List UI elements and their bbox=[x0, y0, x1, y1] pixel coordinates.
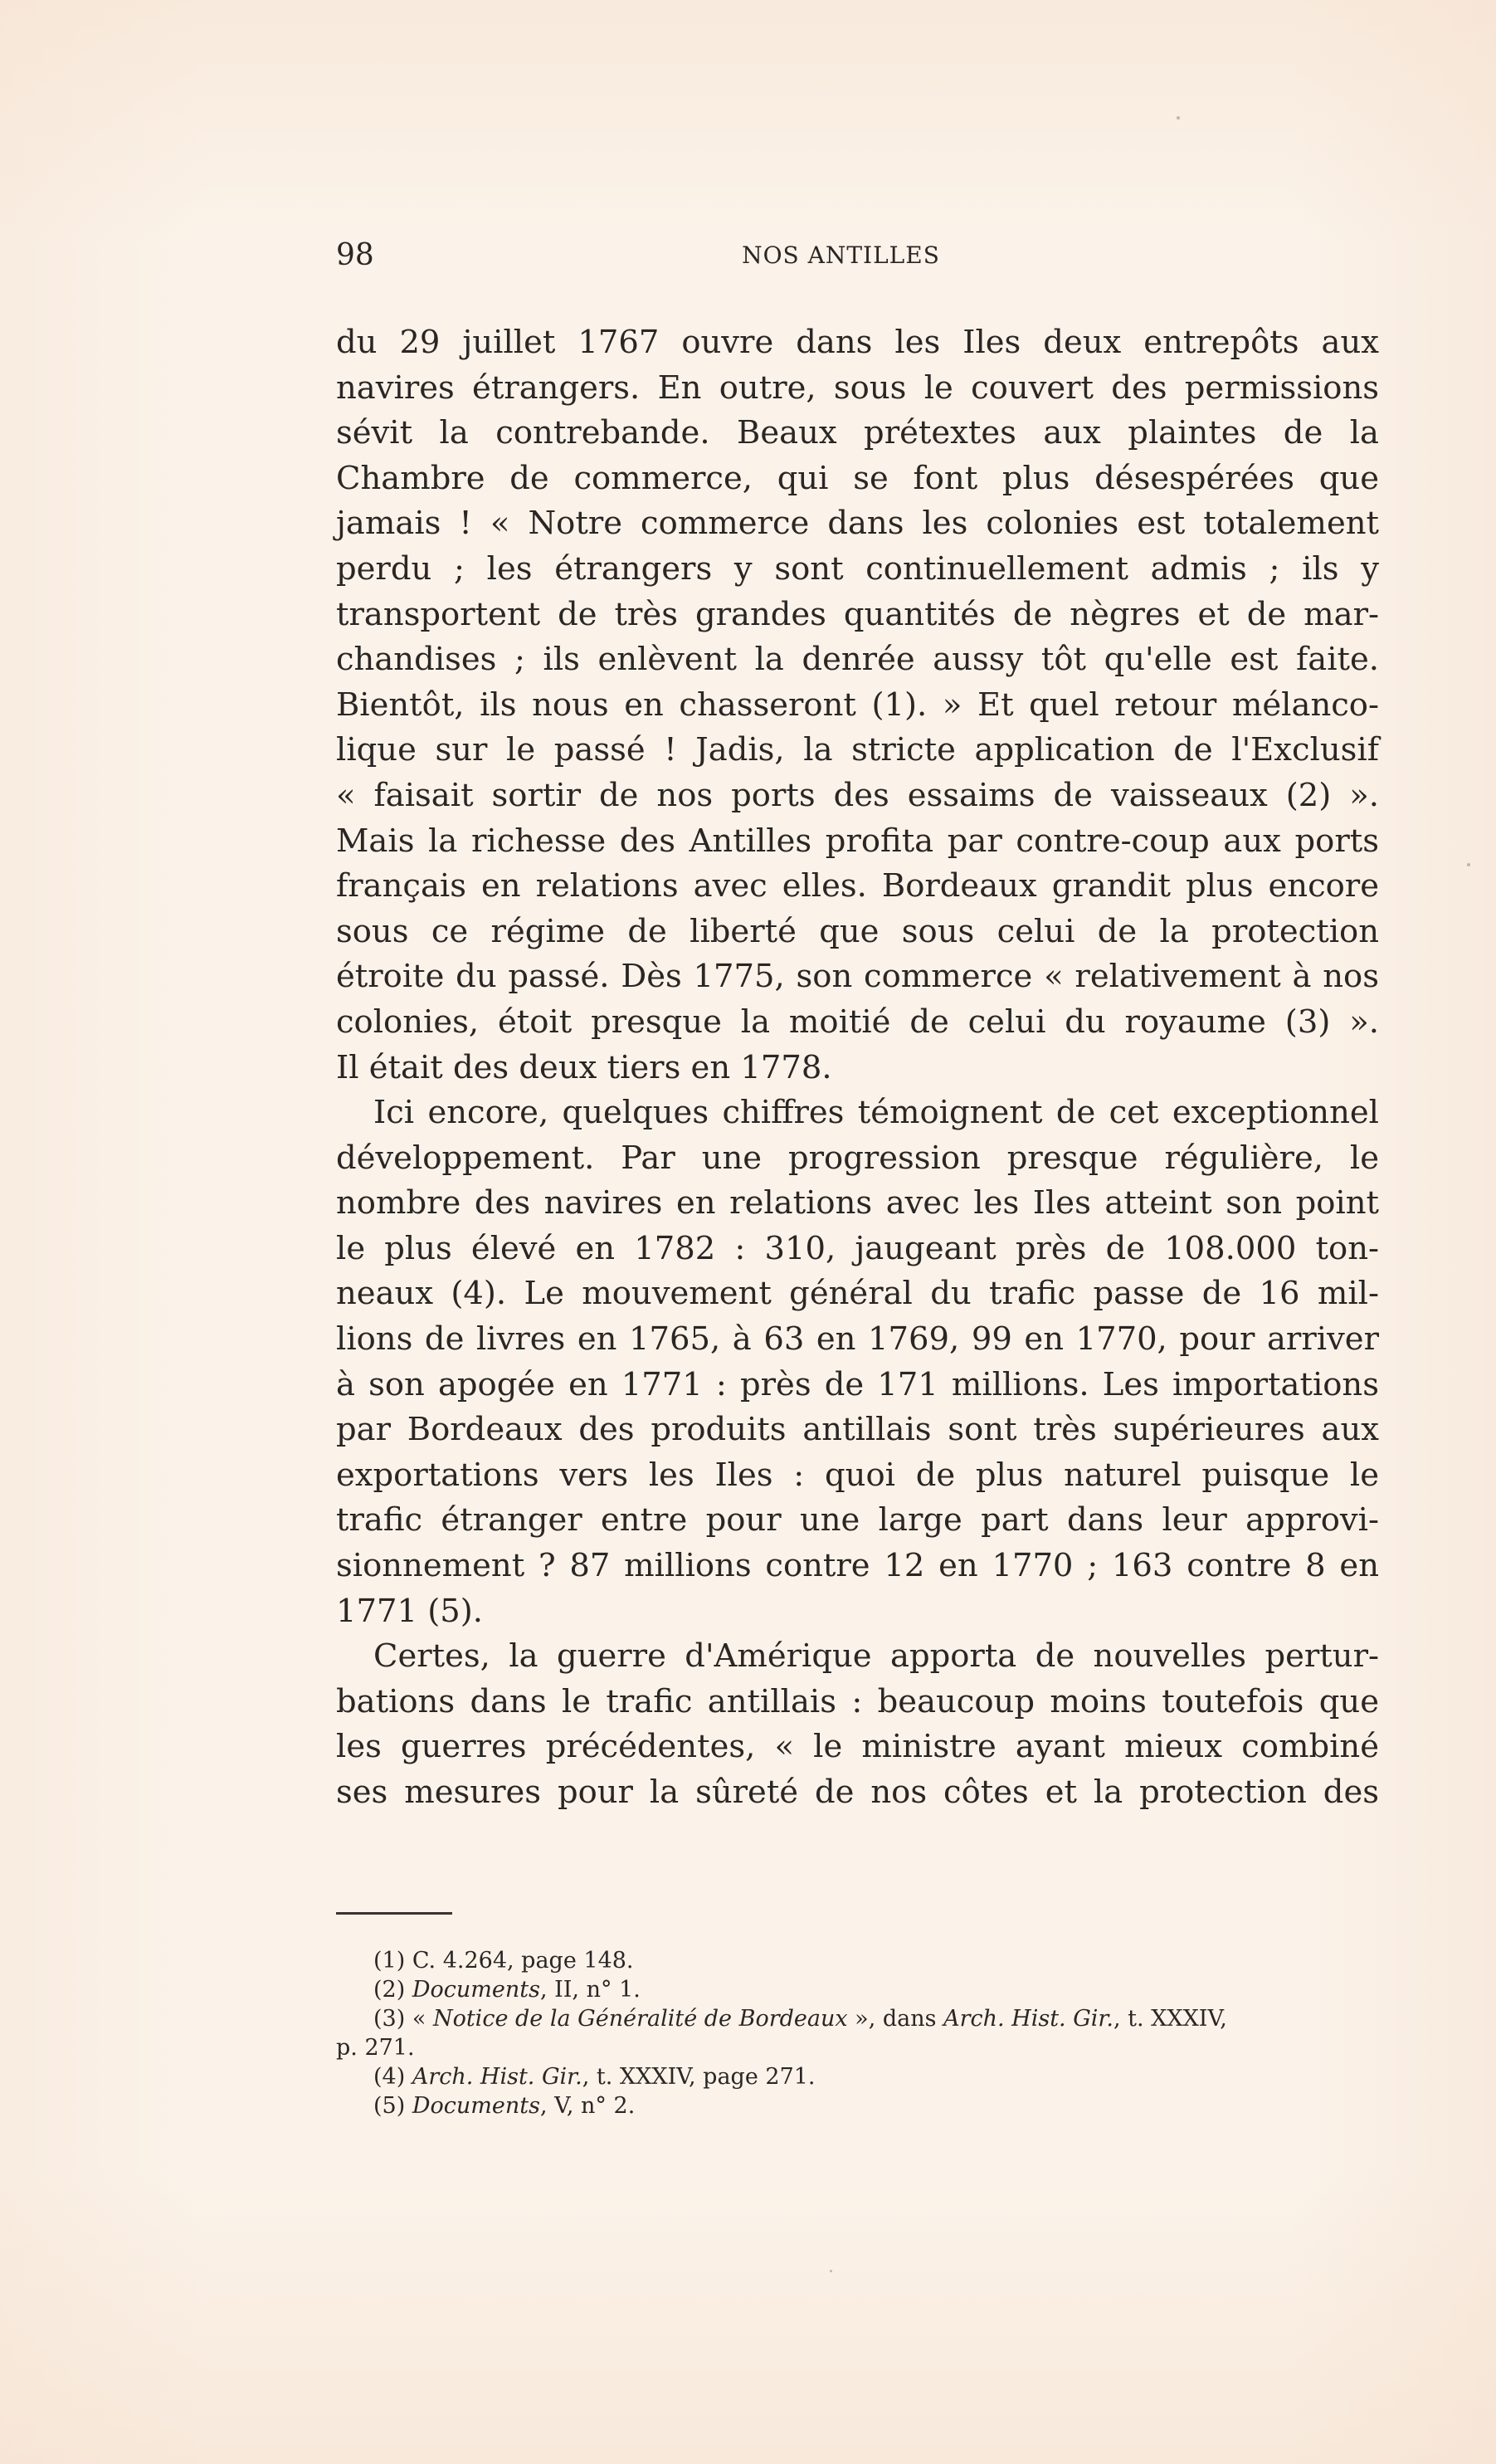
text-line: lique sur le passé ! Jadis, la stricte application de l'Exclusif bbox=[336, 731, 1379, 769]
paper-speck bbox=[1467, 863, 1470, 866]
text-line: neaux (4). Le mouvement général du trafic passe de 16 mil- bbox=[336, 1275, 1379, 1313]
footnote-text: , t. XXXIV, bbox=[1113, 2005, 1227, 2032]
footnotes bbox=[336, 1946, 1379, 2120]
text-line: Mais la richesse des Antilles profita par contre-coup aux ports bbox=[336, 822, 1379, 860]
text-line: chandises ; ils enlèvent la denrée aussy tôt qu'elle est faite. bbox=[336, 641, 1379, 679]
text-line: bations dans le trafic antillais : beaucoup moins toutefois que bbox=[336, 1682, 1379, 1720]
text-line: étroite du passé. Dès 1775, son commerce « relativement à nos bbox=[336, 958, 1379, 996]
footnote-open-quote: « bbox=[412, 2005, 433, 2032]
running-title: NOS ANTILLES bbox=[742, 242, 940, 269]
text-line: transportent de très grandes quantités de nègres et de mar- bbox=[336, 595, 1379, 633]
paper-speck bbox=[830, 2270, 832, 2272]
text-line: nombre des navires en relations avec les Iles atteint son point bbox=[336, 1184, 1379, 1222]
text-line: du 29 juillet 1767 ouvre dans les Iles deux entrepôts aux bbox=[336, 324, 1379, 361]
text-line: sionnement ? 87 millions contre 12 en 1770 ; 163 contre 8 en bbox=[336, 1547, 1379, 1585]
footnote-italic-journal: Arch. Hist. Gir. bbox=[412, 2063, 582, 2090]
text-line: lions de livres en 1765, à 63 en 1769, 99 en 1770, pour arriver bbox=[336, 1320, 1379, 1359]
footnote-1 bbox=[336, 1946, 1379, 1975]
paragraph-start-line: Ici encore, quelques chiffres témoignent de cet exceptionnel bbox=[373, 1094, 1379, 1132]
body-text bbox=[336, 320, 1379, 1816]
text-line: développement. Par une progression presque régulière, le bbox=[336, 1139, 1379, 1177]
footnote-italic-source: Documents bbox=[412, 2092, 540, 2119]
text-line: « faisait sortir de nos ports des essaims de vaisseaux (2) ». bbox=[336, 776, 1379, 814]
footnote-3 bbox=[336, 2004, 1379, 2062]
footnote-text: , II, n° 1. bbox=[539, 1976, 641, 2003]
text-line: sévit la contrebande. Beaux prétextes aux plaintes de la bbox=[336, 414, 1379, 452]
text-line: exportations vers les Iles : quoi de plus naturel puisque le bbox=[336, 1456, 1379, 1494]
text-line: jamais ! « Notre commerce dans les colonies est totalement bbox=[336, 505, 1379, 543]
footnote-marker: (2) bbox=[373, 1976, 406, 2003]
footnote-italic-journal: Arch. Hist. Gir. bbox=[943, 2005, 1113, 2032]
footnote-marker: (4) bbox=[373, 2063, 406, 2090]
footnote-marker: (5) bbox=[373, 2092, 406, 2119]
footnote-4 bbox=[336, 2062, 1379, 2091]
text-line: français en relations avec elles. Bordeaux grandit plus encore bbox=[336, 867, 1379, 905]
footnote-marker: (3) bbox=[373, 2005, 406, 2032]
text-line: trafic étranger entre pour une large part dans leur approvi- bbox=[336, 1501, 1379, 1539]
paragraph-start-line: Certes, la guerre d'Amérique apporta de nouvelles pertur- bbox=[373, 1637, 1379, 1676]
text-line: Bientôt, ils nous en chasseront (1). » Et quel retour mélanco- bbox=[336, 686, 1379, 724]
footnote-italic-source: Documents bbox=[412, 1976, 540, 2003]
running-head bbox=[336, 237, 1379, 274]
footnote-text: C. 4.264, page 148. bbox=[412, 1947, 634, 1974]
text-line: à son apogée en 1771 : près de 171 millions. Les importations bbox=[336, 1365, 1379, 1403]
text-line: navires étrangers. En outre, sous le couvert des permissions bbox=[336, 368, 1379, 407]
text-line: colonies, étoit presque la moitié de celui du royaume (3) ». bbox=[336, 1003, 1379, 1041]
text-line: Chambre de commerce, qui se font plus désespérées que bbox=[336, 459, 1379, 497]
paper-speck bbox=[1177, 116, 1180, 120]
footnote-5 bbox=[336, 2091, 1379, 2120]
text-line: par Bordeaux des produits antillais sont très supérieures aux bbox=[336, 1411, 1379, 1449]
book-page bbox=[336, 237, 1379, 2120]
footnote-italic-source: Notice de la Généralité de Bordeaux bbox=[432, 2005, 848, 2032]
footnote-2 bbox=[336, 1975, 1379, 2004]
footnote-continuation: p. 271. bbox=[336, 2034, 415, 2061]
paragraph-end-line: 1771 (5). bbox=[336, 1592, 483, 1630]
text-line: les guerres précédentes, « le ministre ayant mieux combiné bbox=[336, 1728, 1379, 1766]
footnote-text: », dans bbox=[847, 2005, 944, 2032]
text-line: sous ce régime de liberté que sous celui de la protection bbox=[336, 912, 1379, 950]
text-line: perdu ; les étrangers y sont continuellement admis ; ils y bbox=[336, 549, 1379, 588]
footnote-text: , V, n° 2. bbox=[539, 2092, 636, 2119]
footnote-marker: (1) bbox=[373, 1947, 406, 1974]
page-number: 98 bbox=[336, 238, 374, 272]
text-line: ses mesures pour la sûreté de nos côtes et la protection des bbox=[336, 1774, 1379, 1811]
footnote-text: , t. XXXIV, page 271. bbox=[582, 2063, 816, 2090]
text-line: le plus élevé en 1782 : 310, jaugeant près de 108.000 ton- bbox=[336, 1229, 1379, 1267]
footnote-separator-rule bbox=[336, 1912, 452, 1915]
paragraph-end-line: Il était des deux tiers en 1778. bbox=[336, 1048, 832, 1086]
